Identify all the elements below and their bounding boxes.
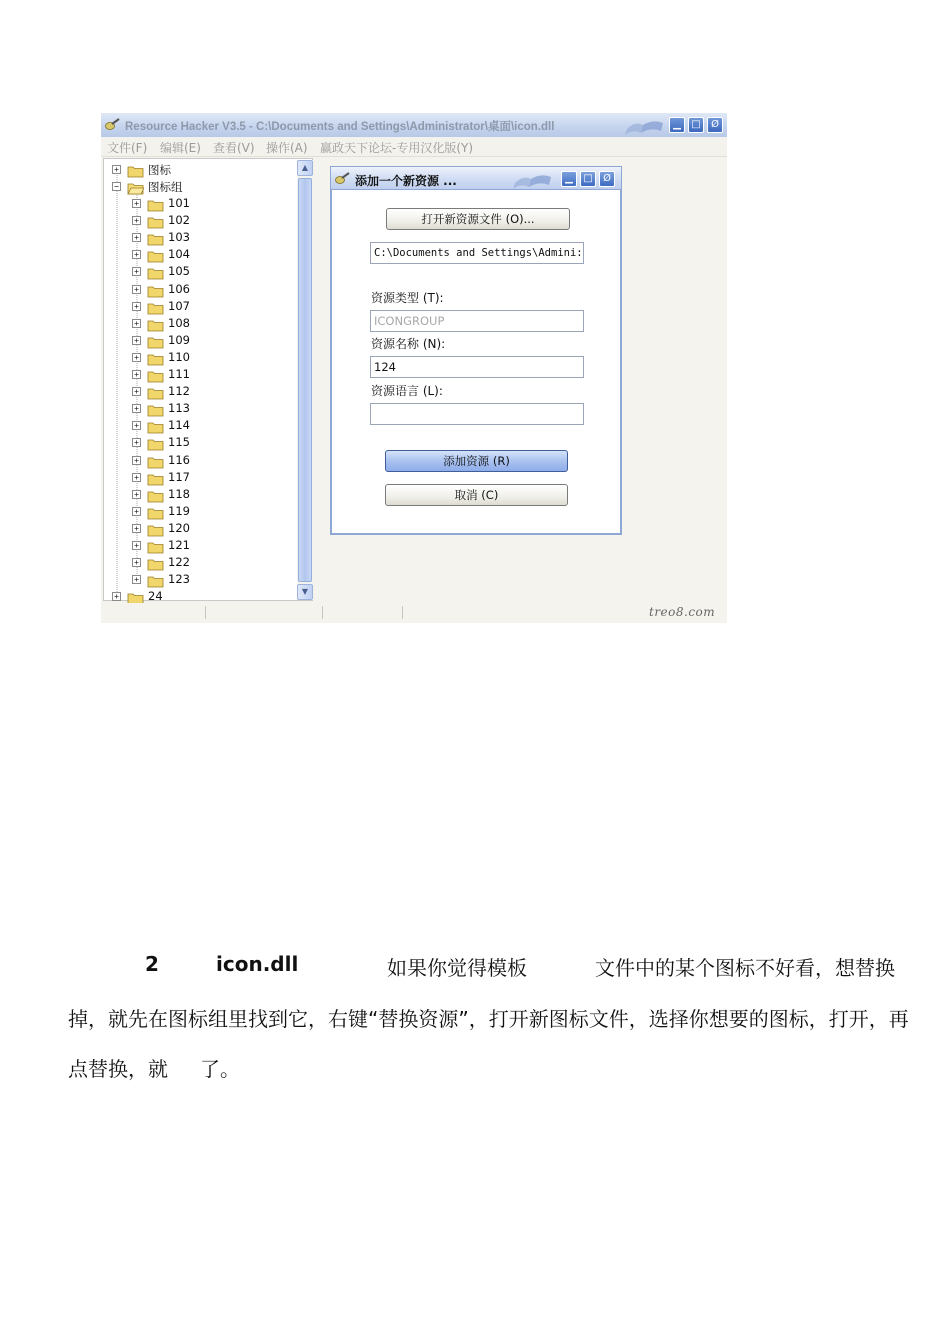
tree-expander-icon[interactable]: + [132,524,141,533]
folder-icon [147,231,164,244]
dialog-titlebar[interactable] [330,166,622,190]
tree-item-group[interactable] [104,349,294,366]
folder-icon [147,317,164,330]
close-button[interactable]: Ø [707,117,723,133]
folder-icon [147,402,164,415]
folder-icon [147,488,164,501]
folder-open-icon [127,180,144,193]
tree-item-icons[interactable] [104,161,294,178]
tree-expander-icon[interactable]: + [132,353,141,362]
tree-expander-icon[interactable]: + [132,473,141,482]
resource-hacker-screenshot [101,113,727,623]
tree-item-label: 103 [168,230,190,245]
tree-expander-icon[interactable]: + [132,267,141,276]
resource-hacker-app-icon [335,172,350,185]
folder-icon [147,197,164,210]
resource-language-field[interactable] [370,403,584,425]
tree-item-label: 113 [168,401,190,416]
folder-icon [147,471,164,484]
menu-edit[interactable]: 编辑(E) [160,141,201,155]
resource-language-label: 资源语言 (L): [371,384,443,398]
folder-icon [147,334,164,347]
tree-item-label: 115 [168,435,190,450]
folder-icon [147,505,164,518]
tree-item-label: 110 [168,349,190,364]
cancel-button[interactable]: 取消 (C) [385,484,568,506]
resource-path-field[interactable]: C:\Documents and Settings\Admini: [370,242,584,264]
tree-item-group[interactable] [104,246,294,263]
status-separator [402,606,403,619]
paragraph-line-2: 掉，就先在图标组里找到它，右键“替换资源”，打开新图标文件，选择你想要的图标，打开，再 [68,1007,909,1031]
tree-item-label: 24 [148,589,163,604]
folder-icon [147,539,164,552]
scroll-down-arrow-icon[interactable]: ▼ [297,584,313,600]
tree-item-label: 116 [168,452,190,467]
tree-item-group[interactable] [104,554,294,571]
tree-item-label: 118 [168,486,190,501]
tree-item-label: 104 [168,247,190,262]
folder-icon [147,522,164,535]
tree-expander-icon[interactable]: + [132,558,141,567]
tree-expander-icon[interactable]: − [112,182,121,191]
folder-icon [147,351,164,364]
tree-expander-icon[interactable]: + [132,575,141,584]
status-separator [205,606,206,619]
tree-item-group[interactable] [104,486,294,503]
folder-icon [147,300,164,313]
tree-item-group[interactable] [104,537,294,554]
tree-item-group[interactable] [104,503,294,520]
folder-icon [147,419,164,432]
tree-expander-icon[interactable]: + [132,336,141,345]
tree-item-group[interactable] [104,383,294,400]
folder-icon [147,385,164,398]
watermark: treo8.com [649,605,716,619]
tree-item-group[interactable] [104,434,294,451]
tree-expander-icon[interactable]: + [132,370,141,379]
tree-item-group[interactable] [104,229,294,246]
tree-item-group[interactable] [104,298,294,315]
windows-logo-icon [623,115,667,135]
tree-item-label: 121 [168,538,190,552]
tree-item-group[interactable] [104,469,294,486]
tree-item-label: 111 [168,367,190,381]
tree-expander-icon[interactable]: + [132,421,141,430]
folder-icon [147,573,164,586]
open-resource-file-button[interactable]: 打开新资源文件 (O)... [386,208,570,230]
dialog-title: 添加一个新资源 ... [355,174,457,188]
tree-item-group[interactable] [104,195,294,212]
tree-expander-icon[interactable]: + [132,199,141,208]
tree-expander-icon[interactable]: + [132,541,141,550]
status-bar [101,603,727,623]
tree-item-label: 120 [168,520,190,535]
paragraph-line-1a: 如果你觉得模板 [387,956,527,980]
tree-expander-icon[interactable]: + [132,456,141,465]
folder-icon [147,248,164,261]
dialog-maximize-button[interactable]: □ [580,171,596,187]
tree-item-label: 图标 [148,163,171,177]
windows-logo-icon [511,169,557,189]
tree-item-label: 114 [168,418,190,433]
tree-item-group[interactable] [104,452,294,469]
paragraph-line-1b: 文件中的某个图标不好看，想替换 [595,956,895,980]
tree-item-group[interactable] [104,212,294,229]
vertical-scrollbar[interactable] [297,160,313,600]
add-resource-button[interactable]: 添加资源 (R) [385,450,568,472]
maximize-button[interactable]: □ [688,117,704,133]
resource-tree[interactable] [103,158,313,604]
menu-file[interactable]: 文件(F) [107,141,148,155]
tree-item-label: 122 [168,555,190,570]
tree-item-label: 图标组 [148,180,183,194]
tree-item-group[interactable] [104,281,294,298]
scroll-up-arrow-icon[interactable]: ▲ [297,160,313,176]
dialog-close-button[interactable]: Ø [599,171,615,187]
tree-item-label: 102 [168,213,190,228]
tree-item-icon-groups[interactable] [104,178,294,195]
resource-type-label: 资源类型 (T): [371,291,444,305]
tree-item-group[interactable] [104,366,294,383]
tree-item-group[interactable] [104,315,294,332]
tree-expander-icon[interactable]: + [132,404,141,413]
tree-item-label: 123 [168,572,190,587]
tree-item-group[interactable] [104,520,294,537]
tree-item-label: 112 [168,384,190,399]
tree-item-group[interactable] [104,263,294,280]
paragraph-line-3b: 了。 [200,1057,240,1081]
folder-icon [127,163,144,176]
resource-name-field[interactable]: 124 [370,356,584,378]
tree-item-group[interactable] [104,332,294,349]
resource-type-field[interactable]: ICONGROUP [370,310,584,332]
folder-icon [147,436,164,449]
scrollbar-thumb[interactable] [298,178,312,582]
tree-item-label: 105 [168,264,190,279]
tree-expander-icon[interactable]: + [132,216,141,225]
folder-icon [147,283,164,296]
tree-expander-icon[interactable]: + [132,285,141,294]
folder-icon [147,454,164,467]
dll-filename: icon.dll [216,952,299,976]
paragraph-line-3a: 点替换，就 [68,1057,168,1081]
menu-view[interactable]: 查看(V) [213,141,255,155]
tree-expander-icon[interactable]: + [132,250,141,259]
folder-icon [147,556,164,569]
resource-hacker-app-icon [105,118,120,131]
add-resource-dialog [330,166,622,535]
tree-item-label: 119 [168,503,190,518]
minimize-button[interactable]: ▁ [669,117,685,133]
tree-item-label: 117 [168,469,190,484]
tree-expander-icon[interactable]: + [132,302,141,311]
tree-item-label: 107 [168,298,190,313]
tree-item-label: 108 [168,315,190,330]
menu-forum[interactable]: 赢政天下论坛-专用汉化版(Y) [320,141,474,155]
tree-expander-icon[interactable]: + [132,233,141,242]
tree-item-label: 106 [168,281,190,296]
tree-item-group[interactable] [104,400,294,417]
folder-icon [147,368,164,381]
folder-icon [147,265,164,278]
tree-expander-icon[interactable]: + [132,438,141,447]
tree-expander-icon[interactable]: + [112,165,121,174]
folder-icon [147,214,164,227]
tree-expander-icon[interactable]: + [132,490,141,499]
step-number: 2 [145,952,159,976]
tree-item-group[interactable] [104,571,294,588]
menu-bar [101,137,727,157]
tree-expander-icon[interactable]: + [112,592,121,601]
tree-item-group[interactable] [104,417,294,434]
folder-icon [127,590,144,603]
menu-action[interactable]: 操作(A) [266,141,308,155]
window-title: Resource Hacker V3.5 - C:\Documents and Settings\Administrator\桌面\icon.dll [125,121,555,133]
dialog-minimize-button[interactable]: ▁ [561,171,577,187]
window-titlebar[interactable] [101,113,727,137]
resource-name-label: 资源名称 (N): [371,337,446,351]
tree-item-label: 101 [168,196,190,210]
tree-expander-icon[interactable]: + [132,507,141,516]
tree-expander-icon[interactable]: + [132,387,141,396]
tree-expander-icon[interactable]: + [132,319,141,328]
status-separator [322,606,323,619]
tree-item-label: 109 [168,332,190,347]
